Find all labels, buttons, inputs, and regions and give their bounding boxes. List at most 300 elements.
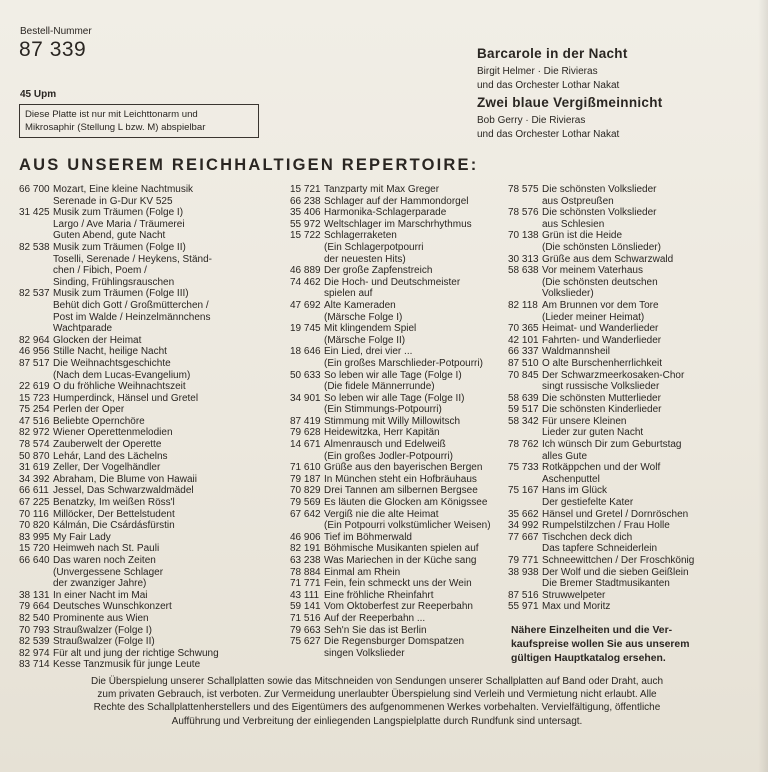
- entry-title-line: (Märsche Folge II): [324, 334, 406, 346]
- catalog-entry: [19, 474, 281, 486]
- catalog-entry: [290, 346, 504, 369]
- entry-title-line: Seh'n Sie das ist Berlin: [324, 624, 427, 636]
- catalog-entry: [508, 393, 743, 405]
- entry-title: [542, 393, 661, 405]
- entry-title: [53, 613, 149, 625]
- entry-number: 18 646: [290, 346, 321, 358]
- entry-title: [324, 613, 425, 625]
- entry-number: 70 365: [508, 323, 539, 335]
- catalog-entry: [508, 370, 743, 393]
- entry-title: [542, 323, 658, 335]
- entry-number: 67 642: [290, 508, 321, 520]
- entry-title-line: Vergiß nie die alte Heimat: [324, 508, 439, 520]
- entry-title-line: Heimweh nach St. Pauli: [53, 543, 160, 555]
- entry-title: [542, 335, 661, 347]
- entry-title-line: spielen auf: [324, 288, 373, 300]
- entry-number: 77 667: [508, 531, 539, 543]
- entry-title-line: Beliebte Opernchöre: [53, 415, 145, 427]
- entry-number: 82 964: [19, 334, 50, 346]
- entry-title-line: (Ein Schlagerpotpourri: [324, 241, 424, 253]
- catalog-entry: [19, 555, 281, 590]
- catalog-entry: [508, 265, 743, 300]
- entry-title: [53, 358, 190, 381]
- entry-title: [324, 207, 446, 219]
- entry-title: [53, 659, 200, 671]
- entry-title: [53, 543, 159, 555]
- entry-title-line: Behüt dich Gott / Großmütterchen /: [53, 299, 209, 311]
- catalog-entry: [19, 509, 281, 521]
- catalog-entry: [508, 567, 743, 590]
- entry-title: [53, 335, 141, 347]
- entry-title-line: Fahrten- und Wanderlieder: [542, 334, 662, 346]
- entry-title: [53, 555, 163, 590]
- catalog-entry: [508, 520, 743, 532]
- entry-title: [542, 207, 657, 230]
- entry-number: 78 575: [508, 184, 539, 195]
- entry-title: [324, 509, 491, 532]
- entry-number: 82 538: [19, 241, 50, 253]
- entry-title: [542, 439, 682, 462]
- catalog-entry: [290, 543, 504, 555]
- catalog-entry: [19, 451, 281, 463]
- entry-number: 70 829: [290, 485, 321, 497]
- catalog-entry: [508, 601, 743, 613]
- entry-title-line: Heidewitzka, Herr Kapitän: [324, 427, 440, 439]
- entry-title-line: Musik zum Träumen (Folge III): [53, 288, 189, 300]
- catalog-entry: [19, 485, 281, 497]
- entry-title-line: Millöcker, Der Bettelstudent: [53, 508, 175, 520]
- info-line: gültigen Hauptkatalog ersehen.: [511, 653, 666, 664]
- entry-title-line: Auf der Reeperbahn ...: [324, 612, 426, 624]
- song-credit: [477, 114, 619, 142]
- entry-title-line: Kesse Tanzmusik für junge Leute: [53, 659, 201, 671]
- credit-line: und das Orchester Lothar Nakat: [477, 129, 620, 140]
- entry-title-line: (Die schönsten Lönslieder): [542, 241, 661, 253]
- catalog-entry: [19, 497, 281, 509]
- entry-title-line: Böhmische Musikanten spielen auf: [324, 543, 479, 555]
- entry-title: [542, 601, 610, 613]
- entry-title-line: Die Weihnachtsgeschichte: [53, 357, 171, 369]
- credit-line: Birgit Helmer · Die Rivieras: [477, 66, 598, 77]
- entry-title-line: (Ein großes Jodler-Potpourri): [324, 450, 453, 462]
- credit-line: Bob Gerry · Die Rivieras: [477, 115, 586, 126]
- credit-line: und das Orchester Lothar Nakat: [477, 80, 620, 91]
- entry-number: 58 638: [508, 265, 539, 277]
- legal-notice: [18, 675, 736, 728]
- entry-number: 35 406: [290, 207, 321, 219]
- catalog-entry: [290, 277, 504, 300]
- catalog-entry: [508, 184, 743, 207]
- entry-title: [53, 648, 219, 660]
- entry-title-line: Almenrausch und Edelweiß: [324, 439, 446, 451]
- catalog-entry: [19, 427, 281, 439]
- entry-title-line: Stille Nacht, heilige Nacht: [53, 346, 167, 358]
- entry-title-line: Ein Lied, drei vier ...: [324, 346, 413, 358]
- legal-line: Aufführung und Verbreitung der einliegenden Langspielplatte durch Rundfunk sind untersagt.: [171, 715, 583, 727]
- entry-title-line: Musik zum Träumen (Folge II): [53, 241, 186, 253]
- notice-line: Mikrosaphir (Stellung L bzw. M) abspielbar: [25, 122, 206, 133]
- entry-title: [324, 427, 440, 439]
- entry-title-line: Weltschlager im Marschrhythmus: [324, 218, 472, 230]
- entry-number: 38 131: [19, 589, 50, 601]
- catalog-entry: [290, 532, 504, 544]
- entry-title-line: Stimmung mit Willy Millowitsch: [324, 415, 461, 427]
- entry-title-line: Es läuten die Glocken am Königssee: [324, 497, 488, 509]
- entry-title: [542, 485, 633, 508]
- entry-title-line: (Unvergessene Schlager: [53, 566, 164, 578]
- catalog-entry: [19, 288, 281, 334]
- catalog-entry: [290, 474, 504, 486]
- entry-title-line: Die schönsten Volkslieder: [542, 184, 657, 195]
- entry-number: 67 225: [19, 497, 50, 509]
- entry-title-line: Ich wünsch Dir zum Geburtstag: [542, 439, 682, 451]
- catalog-entry: [19, 625, 281, 637]
- entry-title: [53, 625, 152, 637]
- catalog-entry: [508, 462, 743, 485]
- entry-title-line: singt russische Volkslieder: [542, 381, 660, 393]
- entry-number: 42 101: [508, 334, 539, 346]
- entry-title: [324, 462, 482, 474]
- catalog-entry: [290, 230, 504, 265]
- entry-title: [542, 509, 688, 521]
- entry-title: [542, 520, 670, 532]
- entry-title-line: Rumpelstilzchen / Frau Holle: [542, 520, 670, 532]
- catalog-entry: [508, 323, 743, 335]
- entry-title-line: alles Gute: [542, 450, 588, 462]
- entry-title-line: Largo / Ave Maria / Träumerei: [53, 218, 185, 230]
- entry-number: 59 141: [290, 601, 321, 613]
- catalog-entry: [19, 335, 281, 347]
- entry-number: 75 733: [508, 462, 539, 474]
- entry-title: [53, 346, 167, 358]
- entry-title-line: der neuesten Hits): [324, 253, 406, 265]
- entry-title: [542, 370, 684, 393]
- entry-title-line: Deutsches Wunschkonzert: [53, 601, 172, 613]
- entry-title: [324, 625, 427, 637]
- entry-title-line: In einer Nacht im Mai: [53, 589, 148, 601]
- entry-title-line: Musik zum Träumen (Folge I): [53, 207, 184, 219]
- entry-title: [542, 555, 694, 567]
- entry-number: 14 671: [290, 439, 321, 451]
- catalog-entry: [19, 381, 281, 393]
- entry-title-line: Der gestiefelte Kater: [542, 497, 634, 509]
- entry-title: [324, 196, 469, 208]
- catalog-entry: [508, 439, 743, 462]
- entry-title: [53, 207, 185, 242]
- entry-title: [53, 509, 175, 521]
- entry-number: 70 845: [508, 369, 539, 381]
- entry-title-line: Die schönsten Volkslieder: [542, 207, 657, 219]
- entry-number: 66 611: [19, 485, 49, 497]
- entry-title: [53, 393, 198, 405]
- catalog-entry: [508, 254, 743, 266]
- entry-title-line: Eine fröhliche Rheinfahrt: [324, 589, 434, 601]
- catalog-entry: [508, 335, 743, 347]
- repertoire-column-1: [19, 184, 281, 671]
- entry-number: 38 938: [508, 566, 539, 578]
- entry-number: 34 392: [19, 473, 50, 485]
- entry-number: 83 995: [19, 531, 50, 543]
- catalog-entry: [290, 590, 504, 602]
- entry-number: 82 539: [19, 636, 50, 648]
- entry-number: 70 820: [19, 520, 50, 532]
- entry-number: 15 720: [19, 543, 50, 555]
- entry-title: [324, 474, 477, 486]
- entry-title-line: Hans im Glück: [542, 485, 608, 497]
- catalog-entry: [290, 613, 504, 625]
- catalog-entry: [19, 242, 281, 288]
- catalog-entry: [508, 404, 743, 416]
- catalog-entry: [290, 601, 504, 613]
- entry-title: [542, 532, 657, 555]
- entry-title: [542, 358, 662, 370]
- entry-number: 58 639: [508, 392, 539, 404]
- entry-title-line: O du fröhliche Weihnachtszeit: [53, 381, 186, 393]
- entry-number: 35 662: [508, 508, 539, 520]
- entry-title: [53, 462, 160, 474]
- entry-title: [53, 636, 155, 648]
- entry-title: [53, 451, 168, 463]
- entry-title: [53, 601, 172, 613]
- entry-title-line: Was Mariechen in der Küche sang: [324, 555, 477, 566]
- entry-title-line: Grüße aus den bayerischen Bergen: [324, 462, 483, 474]
- catalog-entry: [19, 404, 281, 416]
- entry-title: [324, 416, 460, 428]
- entry-number: 47 516: [19, 415, 50, 427]
- entry-title: [542, 265, 658, 300]
- entry-title-line: Kálmán, Die Csárdásfürstin: [53, 520, 175, 532]
- catalog-entry: [290, 555, 504, 567]
- entry-number: 82 118: [508, 299, 538, 311]
- entry-number: 50 633: [290, 369, 321, 381]
- entry-number: 78 576: [508, 207, 539, 219]
- catalog-entry: [508, 590, 743, 602]
- entry-title: [542, 184, 657, 207]
- entry-title: [542, 346, 610, 358]
- entry-title-line: Serenade in G-Dur KV 525: [53, 195, 173, 207]
- entry-title-line: Der Wolf und die sieben Geißlein: [542, 566, 689, 578]
- catalog-number: 87 339: [19, 38, 87, 61]
- entry-title-line: Das tapfere Schneiderlein: [542, 543, 658, 555]
- catalog-label: Bestell-Nummer: [20, 26, 92, 37]
- catalog-entry: [508, 532, 743, 555]
- entry-title: [542, 300, 659, 323]
- entry-title: [324, 439, 453, 462]
- entry-title: [324, 300, 402, 323]
- catalog-entry: [508, 346, 743, 358]
- catalog-entry: [19, 636, 281, 648]
- entry-number: 66 640: [19, 555, 50, 566]
- entry-number: 83 714: [19, 659, 50, 671]
- entry-title: [324, 601, 473, 613]
- catalog-entry: [19, 532, 281, 544]
- entry-number: 82 540: [19, 612, 50, 624]
- entry-title-line: (Nach dem Lucas-Evangelium): [53, 369, 191, 381]
- entry-title-line: Vor meinem Vaterhaus: [542, 265, 643, 277]
- entry-number: 46 889: [290, 265, 321, 277]
- entry-title: [53, 520, 175, 532]
- entry-number: 34 901: [290, 392, 321, 404]
- entry-title-line: aus Ostpreußen: [542, 195, 614, 207]
- entry-title-line: Guten Abend, gute Nacht: [53, 230, 166, 242]
- catalog-entry: [290, 300, 504, 323]
- catalog-entry: [19, 346, 281, 358]
- entry-number: 78 762: [508, 439, 539, 451]
- entry-title-line: Das waren noch Zeiten: [53, 555, 156, 566]
- entry-title-line: Sinding, Frühlingsrauschen: [53, 276, 175, 288]
- entry-number: 15 723: [19, 392, 50, 404]
- catalog-entry: [508, 555, 743, 567]
- entry-title: [542, 230, 661, 253]
- catalog-entry: [290, 509, 504, 532]
- catalog-entry: [19, 207, 281, 242]
- entry-title-line: Die schönsten Kinderlieder: [542, 404, 662, 416]
- entry-title-line: So leben wir alle Tage (Folge II): [324, 392, 465, 404]
- entry-title-line: Volkslieder): [542, 288, 594, 300]
- entry-title: [53, 439, 161, 451]
- entry-title-line: Drei Tannen am silbernen Bergsee: [324, 485, 478, 497]
- sleeve-edge-shadow: [758, 0, 768, 772]
- entry-title: [324, 184, 439, 196]
- entry-title: [53, 416, 145, 428]
- entry-number: 71 516: [290, 612, 321, 624]
- entry-title: [53, 532, 111, 544]
- entry-title-line: Vom Oktoberfest zur Reeperbahn: [324, 601, 473, 613]
- entry-number: 66 700: [19, 184, 50, 195]
- entry-title-line: Glocken der Heimat: [53, 334, 142, 346]
- catalog-entry: [19, 590, 281, 602]
- catalog-entry: [19, 648, 281, 660]
- entry-number: 22 619: [19, 381, 50, 393]
- entry-number: 31 619: [19, 462, 50, 474]
- catalog-entry: [290, 625, 504, 637]
- entry-title-line: chen / Fibich, Poem /: [53, 265, 147, 277]
- entry-title-line: Lieder zur guten Nacht: [542, 427, 644, 439]
- entry-title-line: Am Brunnen vor dem Tore: [542, 299, 659, 311]
- entry-number: 58 342: [508, 415, 539, 427]
- info-line: kaufspreise wollen Sie aus unserem: [511, 639, 690, 650]
- catalog-entry: [290, 416, 504, 428]
- entry-title-line: Zauberwelt der Operette: [53, 439, 162, 451]
- entry-title-line: Schlager auf der Hammondorgel: [324, 195, 469, 207]
- entry-title: [542, 254, 673, 266]
- entry-number: 87 419: [290, 415, 321, 427]
- entry-title-line: Wiener Operettenmelodien: [53, 427, 173, 439]
- entry-title: [324, 578, 472, 590]
- catalog-entry: [508, 509, 743, 521]
- catalog-entry: [19, 184, 281, 207]
- entry-title: [324, 497, 487, 509]
- entry-title-line: Jessel, Das Schwarzwaldmädel: [53, 485, 194, 497]
- catalog-entry: [508, 358, 743, 370]
- entry-number: 82 972: [19, 427, 50, 439]
- entry-title: [324, 543, 479, 555]
- catalog-entry: [508, 416, 743, 439]
- legal-line: zum privaten Gebrauch, ist verboten. Zur Vermeidung unerlaubter Überspielung sind Verleih und Vermietung nicht erlaubt. Alle: [97, 689, 657, 701]
- entry-title-line: Straußwalzer (Folge I): [53, 624, 152, 636]
- entry-title-line: Perlen der Oper: [53, 404, 125, 416]
- entry-title-line: Die Bremer Stadtmusikanten: [542, 578, 670, 590]
- entry-number: 87 516: [508, 589, 539, 601]
- entry-title-line: Struwwelpeter: [542, 589, 606, 601]
- catalog-entry: [508, 230, 743, 253]
- entry-number: 46 956: [19, 346, 50, 358]
- catalog-entry: [290, 184, 504, 196]
- catalog-entry: [290, 323, 504, 346]
- entry-title-line: Tief im Böhmerwald: [324, 531, 412, 543]
- entry-title: [542, 404, 662, 416]
- catalog-entry: [290, 265, 504, 277]
- entry-title: [542, 590, 605, 602]
- info-line: Nähere Einzelheiten und die Ver-: [511, 625, 673, 636]
- song-title: Barcarole in der Nacht: [477, 46, 628, 61]
- entry-title-line: Für alt und jung der richtige Schwung: [53, 647, 219, 659]
- entry-title: [542, 462, 660, 485]
- entry-title: [324, 485, 478, 497]
- entry-title: [324, 265, 432, 277]
- entry-number: 78 574: [19, 439, 50, 451]
- catalog-entry: [290, 393, 504, 416]
- entry-number: 82 974: [19, 647, 50, 659]
- entry-number: 79 569: [290, 497, 321, 509]
- entry-title-line: In München steht ein Hofbräuhaus: [324, 473, 477, 485]
- catalog-entry: [508, 485, 743, 508]
- entry-title: [324, 393, 464, 416]
- entry-number: 55 972: [290, 218, 321, 230]
- entry-number: 55 971: [508, 601, 539, 613]
- entry-title-line: Toselli, Serenade / Heykens, Ständ-: [53, 253, 212, 265]
- entry-title: [53, 590, 147, 602]
- entry-number: 43 111: [290, 589, 320, 601]
- entry-number: 70 116: [19, 508, 49, 520]
- entry-title-line: Grün ist die Heide: [542, 230, 623, 242]
- entry-number: 66 238: [290, 195, 321, 207]
- entry-title-line: Schneewittchen / Der Froschkönig: [542, 555, 695, 566]
- entry-title-line: Prominente aus Wien: [53, 612, 149, 624]
- entry-number: 82 537: [19, 288, 50, 300]
- entry-title-line: My Fair Lady: [53, 531, 111, 543]
- entry-title: [324, 277, 460, 300]
- entry-title-line: singen Volkslieder: [324, 647, 405, 659]
- repertoire-heading: AUS UNSEREM REICHHALTIGEN REPERTOIRE:: [19, 156, 479, 174]
- catalog-info-note: [511, 624, 739, 666]
- entry-number: 78 884: [290, 566, 321, 578]
- entry-title-line: Wachtparade: [53, 323, 113, 335]
- entry-number: 46 906: [290, 531, 321, 543]
- catalog-entry: [19, 601, 281, 613]
- entry-title-line: aus Schlesien: [542, 218, 605, 230]
- entry-title: [324, 346, 483, 369]
- entry-title-line: (Ein Stimmungs-Potpourri): [324, 404, 442, 416]
- entry-number: 30 313: [508, 253, 539, 265]
- entry-title-line: (Die schönsten deutschen: [542, 276, 658, 288]
- entry-title-line: Mozart, Eine kleine Nachtmusik: [53, 184, 194, 195]
- entry-title-line: Zeller, Der Vogelhändler: [53, 462, 161, 474]
- entry-number: 74 462: [290, 276, 321, 288]
- entry-number: 71 610: [290, 462, 321, 474]
- entry-title-line: Post im Walde / Heinzelmännchens: [53, 311, 211, 323]
- entry-title-line: Die Regensburger Domspatzen: [324, 636, 465, 648]
- entry-title-line: Der Schwarzmeerkosaken-Chor: [542, 369, 685, 381]
- entry-number: 75 254: [19, 404, 50, 416]
- entry-number: 71 771: [290, 578, 321, 590]
- entry-title-line: Fein, fein schmeckt uns der Wein: [324, 578, 472, 590]
- entry-title: [53, 184, 193, 207]
- entry-number: 47 692: [290, 299, 321, 311]
- repertoire-column-2: [290, 184, 504, 659]
- catalog-entry: [19, 439, 281, 451]
- catalog-entry: [19, 613, 281, 625]
